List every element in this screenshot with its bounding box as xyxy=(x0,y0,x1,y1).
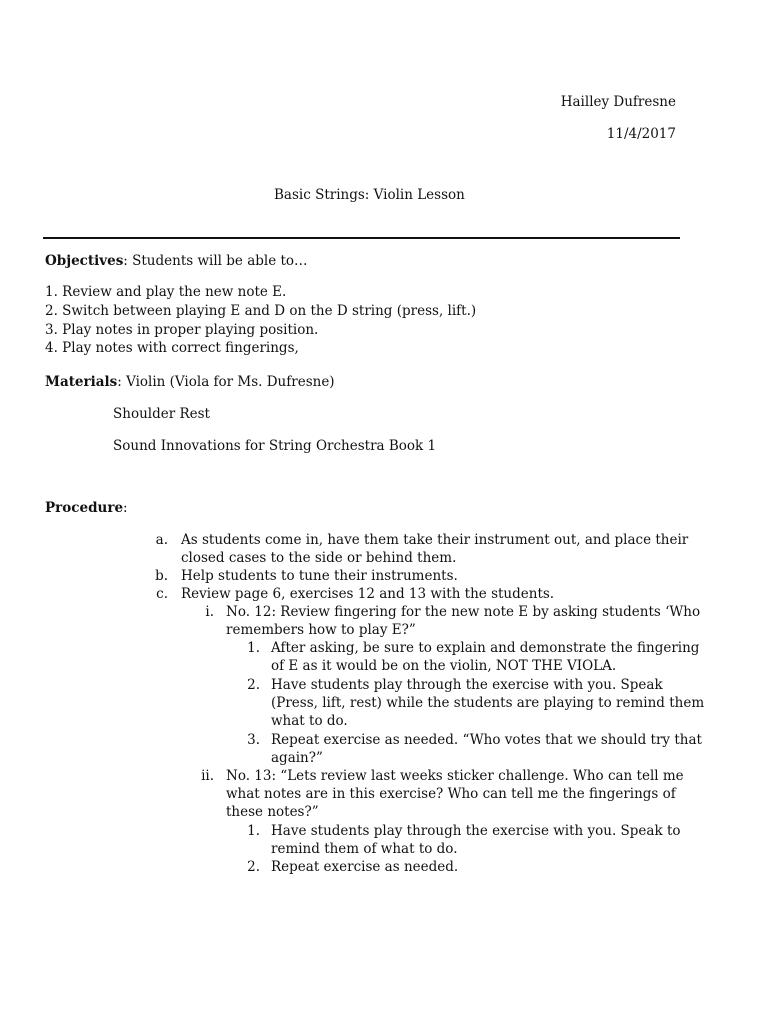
procedure-line: Help students to tune their instruments. xyxy=(181,568,458,584)
materials-heading xyxy=(45,374,335,390)
procedure-line: what notes are in this exercise? Who can tell me the fingerings of xyxy=(226,786,676,802)
objective-item: 2. Switch between playing E and D on the D string (press, lift.) xyxy=(45,303,477,319)
procedure-line: Repeat exercise as needed. xyxy=(271,859,459,875)
procedure-line: (Press, lift, rest) while the students are playing to remind them xyxy=(271,695,705,711)
objectives-label: Objectives xyxy=(45,253,124,269)
procedure-line: After asking, be sure to explain and demonstrate the fingering xyxy=(271,640,700,656)
list-marker: c. xyxy=(156,586,168,602)
objectives-heading xyxy=(45,253,308,269)
procedure-line: Have students play through the exercise with you. Speak to xyxy=(271,823,681,839)
procedure-line: No. 12: Review fingering for the new note E by asking students ‘Who xyxy=(226,604,701,620)
list-marker: i. xyxy=(205,604,214,620)
author-name: Hailley Dufresne xyxy=(560,94,676,110)
page-title: Basic Strings: Violin Lesson xyxy=(274,187,465,203)
procedure-line: these notes?” xyxy=(226,804,319,820)
procedure-colon: : xyxy=(123,500,128,516)
procedure-line: No. 13: “Lets review last weeks sticker challenge. Who can tell me xyxy=(226,768,684,784)
list-marker: ii. xyxy=(201,768,214,784)
material-item: Shoulder Rest xyxy=(113,406,210,422)
procedure-line: again?” xyxy=(271,750,323,766)
procedure-line: Review page 6, exercises 12 and 13 with the students. xyxy=(181,586,555,602)
procedure-line: As students come in, have them take their instrument out, and place their xyxy=(181,532,689,548)
list-marker: 2. xyxy=(247,859,260,875)
material-item: Sound Innovations for String Orchestra Book 1 xyxy=(113,438,437,454)
procedure-line: what to do. xyxy=(271,713,348,729)
procedure-line: Repeat exercise as needed. “Who votes that we should try that xyxy=(271,732,702,748)
materials-label: Materials xyxy=(45,374,118,390)
objectives-intro: : Students will be able to… xyxy=(123,253,308,269)
procedure-line: closed cases to the side or behind them. xyxy=(181,550,457,566)
procedure-line: Have students play through the exercise with you. Speak xyxy=(271,677,663,693)
objective-item: 1. Review and play the new note E. xyxy=(45,284,287,300)
list-marker: 3. xyxy=(247,732,260,748)
list-marker: 2. xyxy=(247,677,260,693)
list-marker: a. xyxy=(155,532,168,548)
procedure-line: of E as it would be on the violin, NOT THE VIOLA. xyxy=(271,658,617,674)
procedure-label: Procedure xyxy=(45,500,124,516)
material-item: : Violin (Viola for Ms. Dufresne) xyxy=(117,374,335,390)
list-marker: b. xyxy=(155,568,168,584)
objective-item: 4. Play notes with correct fingerings, xyxy=(45,340,299,356)
document-date: 11/4/2017 xyxy=(606,126,676,142)
objective-item: 3. Play notes in proper playing position. xyxy=(45,322,319,338)
list-marker: 1. xyxy=(247,823,260,839)
title-divider xyxy=(43,237,680,239)
procedure-line: remind them of what to do. xyxy=(271,841,458,857)
list-marker: 1. xyxy=(247,640,260,656)
procedure-line: remembers how to play E?” xyxy=(226,622,416,638)
procedure-heading xyxy=(45,500,128,516)
